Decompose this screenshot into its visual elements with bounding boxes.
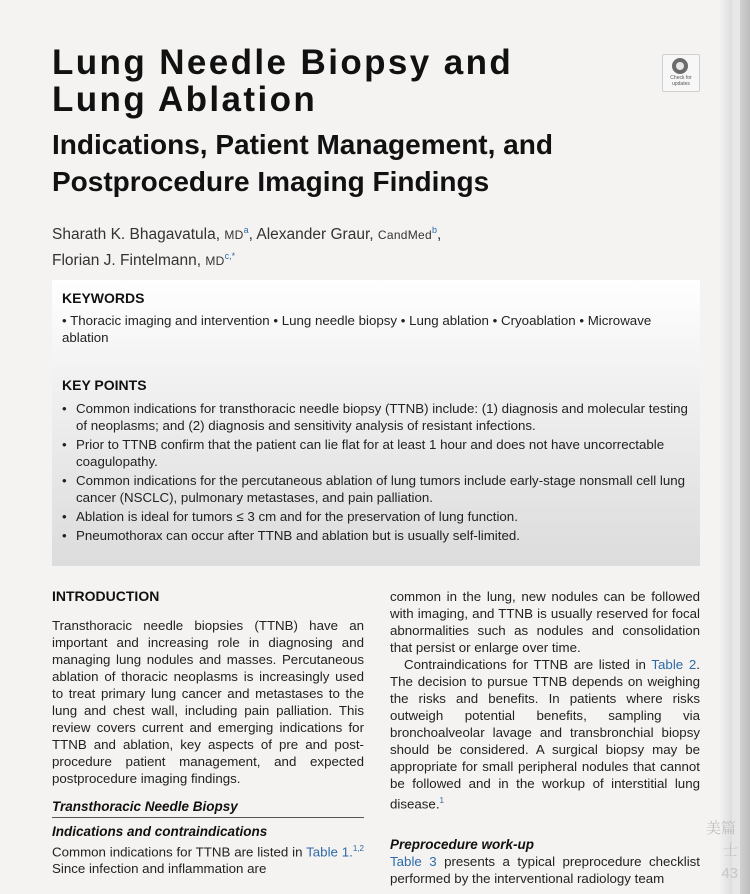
author-1-affiliation[interactable]: a [243,225,249,235]
author-line-2 [52,246,441,272]
check-for-updates-button[interactable] [662,54,700,92]
page-edge-shadow [720,0,750,894]
indications-paragraph [52,840,364,877]
keywords-list: • Thoracic imaging and intervention • Lung needle biopsy • Lung ablation • Cryoablation • Microwave ablation [62,313,652,345]
author-3-affiliation[interactable]: c,* [224,251,236,262]
preprocedure-heading: Preprocedure work-up [390,837,535,853]
key-points-heading: KEY POINTS [62,377,147,393]
author-3-degree: MD [205,254,225,269]
citation-link[interactable]: 1 [439,796,444,805]
para2-text-a: Contraindications for TTNB are listed in [404,657,652,672]
key-points-list [62,400,692,546]
subtitle-line-2: Postprocedure Imaging Findings [52,166,490,197]
watermark-text-3: 43 [721,865,738,882]
table-2-link[interactable]: Table 2 [651,657,697,672]
author-3-name: Florian J. Fintelmann, [52,252,206,270]
introduction-paragraph: Transthoracic needle biopsies (TTNB) have an important and increasing role in diagnosing and managing lung nodules and masses. Percutaneous ablation of thoracic neoplasms is increasingly used to treat primary lung cancer and metastases to the lung and chest wall, including pain palliation. This review covers current and emerging indications for TTNB and ablation, key aspects of pre and post-procedure patient management, and expected postprocedure imaging findings. [52,618,364,786]
indications-text-a: Common indications for TTNB are listed in [52,844,307,860]
key-point-item: • Common indications for transthoracic needle biopsy (TTNB) include: (1) diagnosis and molecular testing of neoplasms; and (2) diagnosis and sensitivity analysis of resistant infections. [62,400,692,434]
key-point-item: • Pneumothorax can occur after TTNB and ablation but is usually self-limited. [62,527,692,544]
watermark-text-2: 士 [722,842,738,859]
author-2-degree: CandMed [377,228,433,243]
indications-heading: Indications and contraindications [52,824,268,839]
ttnb-section-heading: Transthoracic Needle Biopsy [52,798,364,818]
author-1-name: Sharath K. Bhagavatula, [52,226,225,244]
col2-paragraph-2 [390,656,700,812]
citation-link[interactable]: 1,2 [352,844,364,853]
crossmark-icon [672,58,688,74]
author-2-affiliation[interactable]: b [432,225,438,235]
introduction-heading: INTRODUCTION [52,588,160,604]
subtitle-line-1: Indications, Patient Management, and [52,129,553,160]
author-list [52,220,441,272]
watermark-text: 美篇 [705,820,736,837]
check-for-updates-label: Check for updates [670,75,692,87]
title-line-1: Lung Needle Biopsy and [52,43,514,82]
page-edge-strip [732,0,740,894]
article-title [52,44,513,118]
right-column [390,588,700,887]
preprocedure-paragraph [390,853,700,887]
table-1-link[interactable]: Table 1. [306,844,353,860]
indications-text-b: Since infection and inflammation are [52,861,267,877]
table-3-link[interactable]: Table 3 [390,854,437,870]
key-point-item: • Common indications for the percutaneous ablation of lung tumors include early-stage nonsmall cell lung cancer (NSCLC), pulmonary metastases, and pain palliation. [62,472,692,506]
article-subtitle [52,126,553,200]
col2-paragraph-1: common in the lung, new nodules can be followed with imaging, and TTNB is usually reserved for focal abnormalities such as nodules and consolidation that persist or enlarge over time. [390,589,700,655]
keywords-keypoints-box [52,280,700,566]
author-2-name: , Alexander Graur, [248,226,378,244]
preproc-text: presents a typical preprocedure checklist performed by the interventional radiology team [390,854,700,887]
key-point-item: • Ablation is ideal for tumors ≤ 3 cm and for the preservation of lung function. [62,508,692,525]
author-line-1: Sharath K. Bhagavatula, $MD^a$, Alexander Graur, CandMed$^b$, [52,225,442,244]
title-line-2: Lung Ablation [52,80,318,119]
left-column [52,588,364,877]
author-1-degree: MD [224,228,244,243]
keywords-heading: KEYWORDS [62,290,145,306]
key-point-item: • Prior to TTNB confirm that the patient can lie flat for at least 1 hour and does not have uncorrectable coagulopathy. [62,436,692,470]
para2-text-b: . The decision to pursue TTNB depends on weighing the risks and benefits. In patients where risks outweigh potential benefits, sampling via bronchoalveolar lavage and transbronchial biopsy should be considered. A surgical biopsy may be appropriate for small peripheral nodules that cannot be followed and in the workup of interstitial lung disease. [390,657,700,812]
